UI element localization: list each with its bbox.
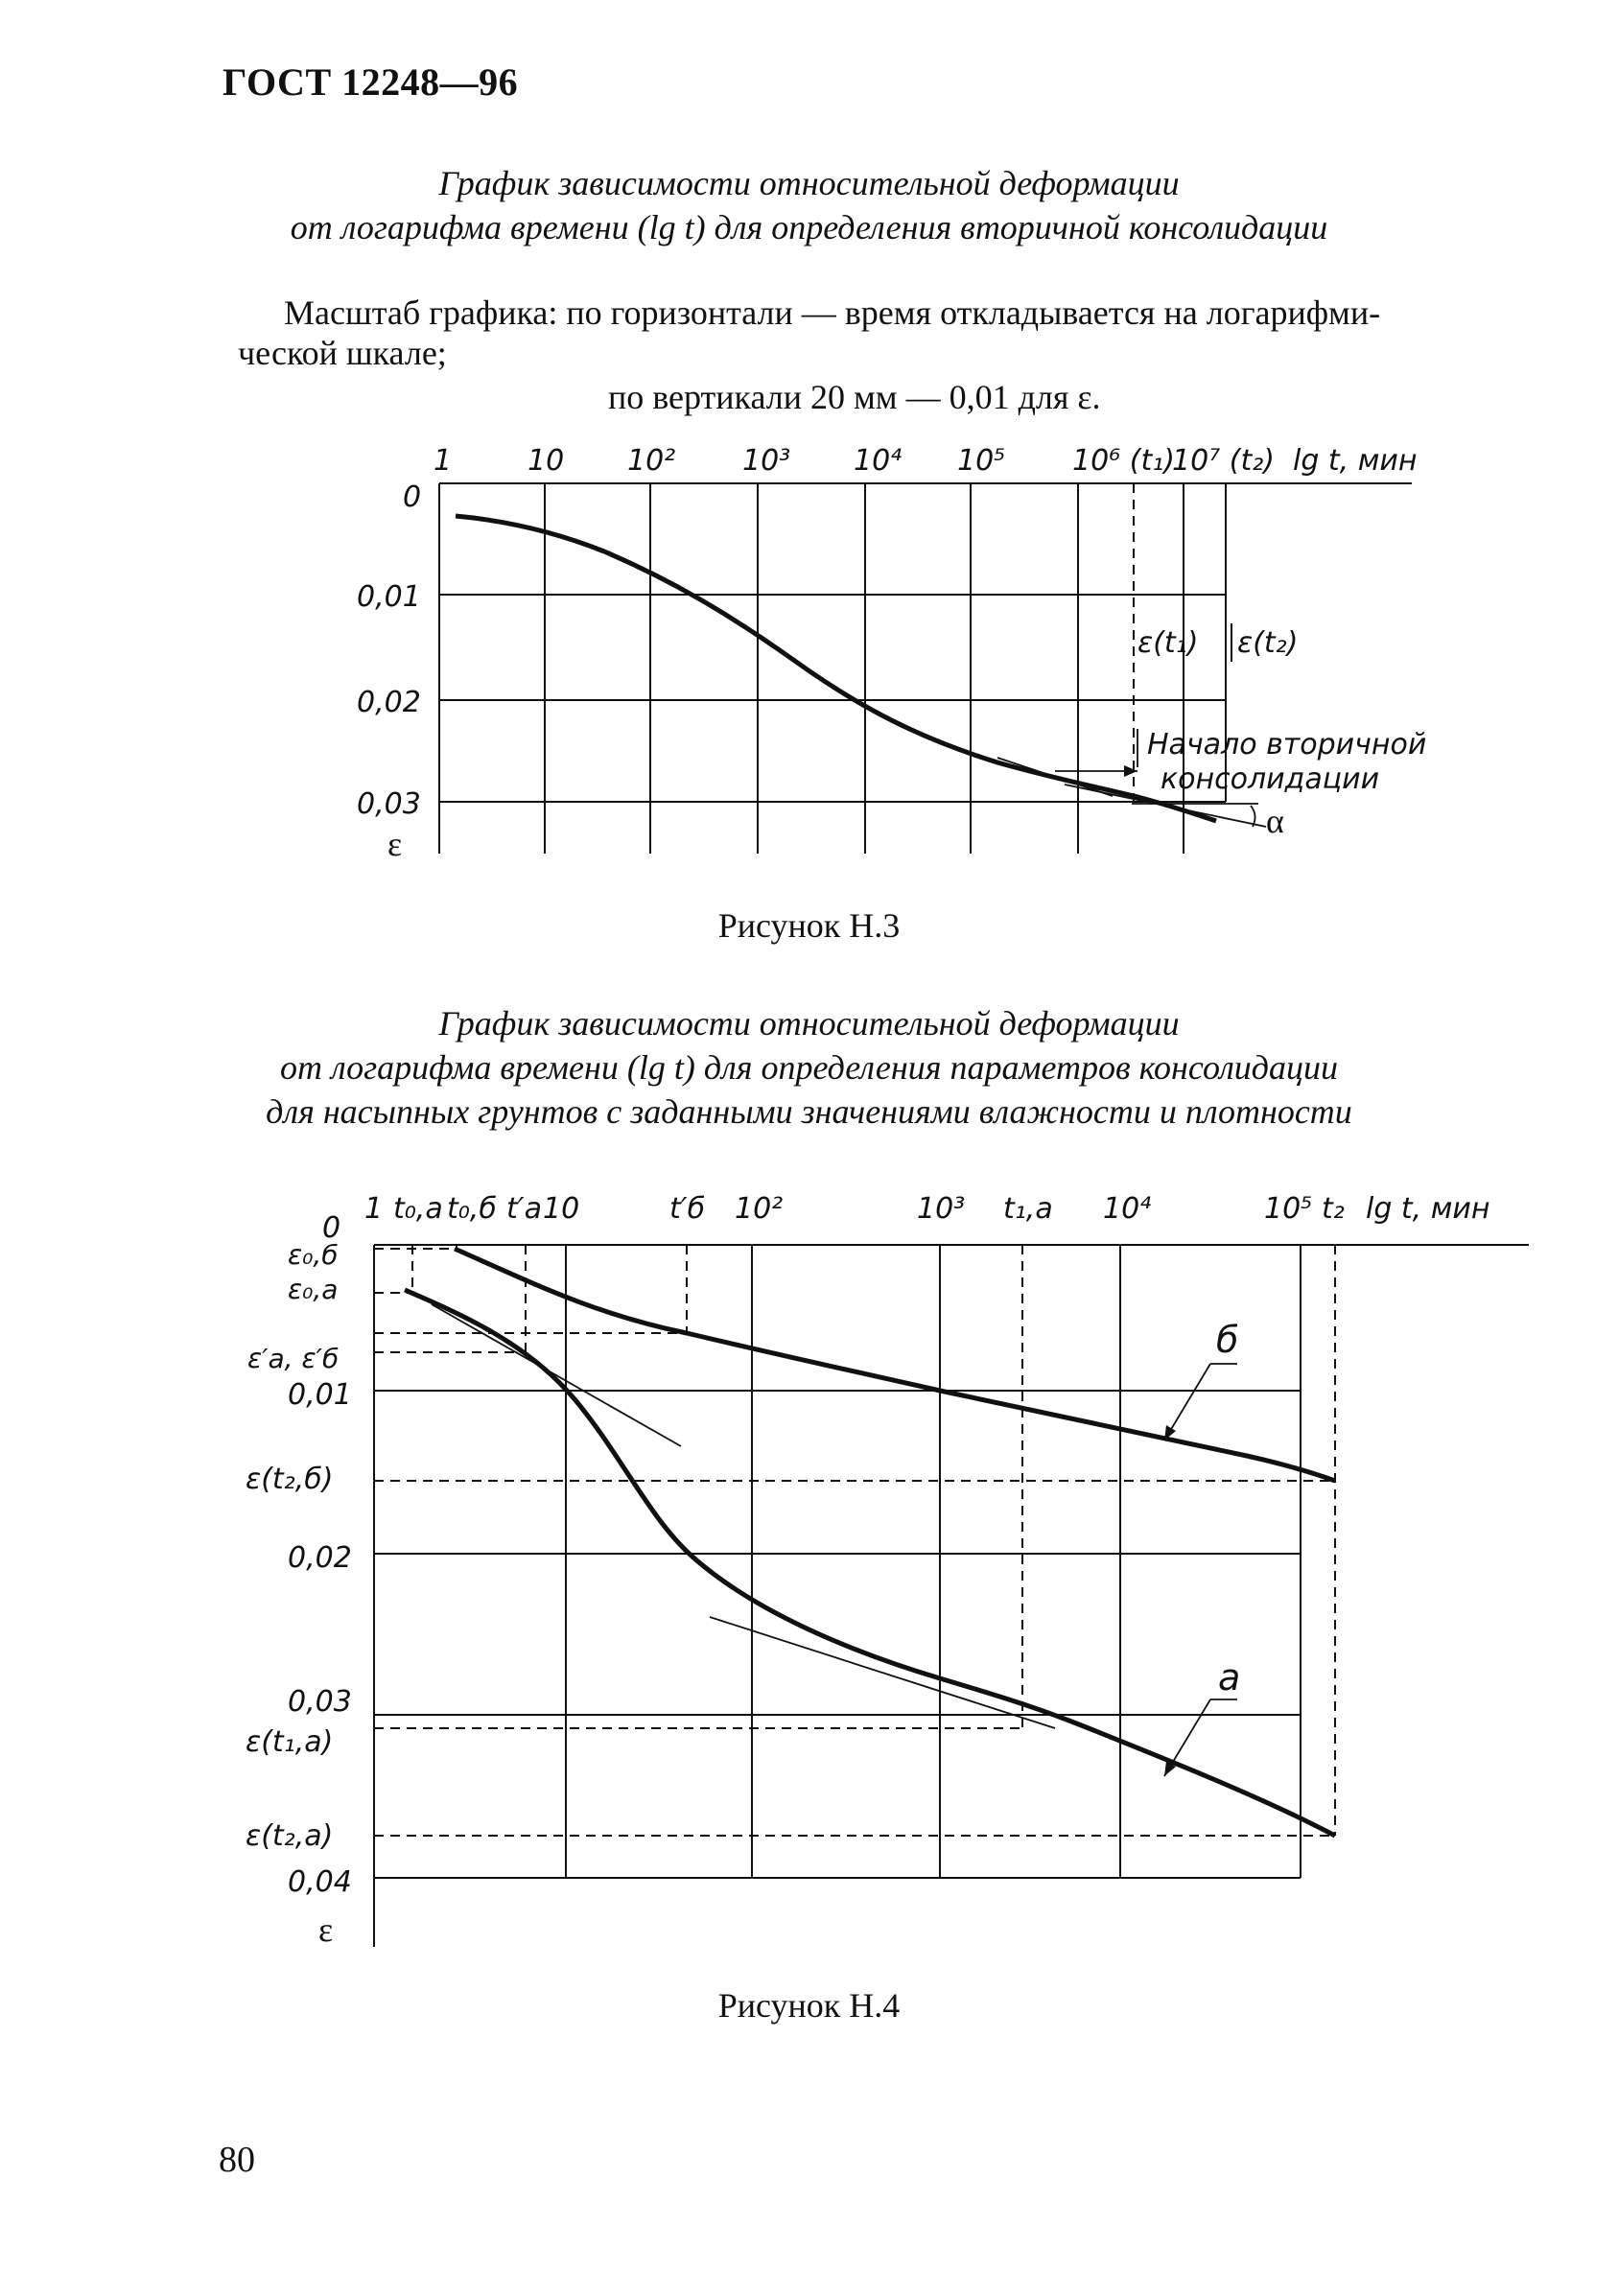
fig4-ytick-eps-t2a: ε(t₂,а) — [246, 1819, 334, 1853]
fig4-caption-line1: График зависимости относительной деформации — [438, 1004, 1180, 1043]
fig3-annotation-alpha: α — [1266, 802, 1284, 840]
fig4-ytick-003: 0,03 — [288, 1685, 352, 1719]
fig4-xtick-t0a: t₀,а — [393, 1192, 443, 1226]
fig4-ytick-0: 0 — [322, 1211, 341, 1245]
fig4-caption-line2: от логарифма времени (lg t) для определения параметров консолидации — [280, 1048, 1338, 1087]
fig3-ytick-0: 0 — [403, 480, 422, 514]
fig3-x-axis-label: lg t, мин — [1293, 444, 1418, 478]
fig3-ytick-002: 0,02 — [357, 686, 421, 719]
fig4-xtick-10: 10 — [543, 1192, 580, 1226]
fig3-xtick-1000: 10³ — [742, 444, 791, 478]
fig4-y-axis-label: ε — [318, 1910, 334, 1949]
fig4-x-axis-label: lg t, мин — [1366, 1192, 1490, 1226]
fig4-xtick-1e5: 10⁵ — [1264, 1192, 1313, 1226]
fig4-xtick-t2: t₂ — [1322, 1192, 1345, 1226]
fig4-xtick-tb-prime: t′б — [669, 1192, 706, 1226]
fig3-scale-line1: Масштаб графика: по горизонтали — время откладывается на логарифми- — [284, 293, 1381, 332]
fig4-ytick-001: 0,01 — [288, 1378, 352, 1412]
fig4-xtick-100: 10² — [735, 1192, 784, 1226]
fig3-ytick-001: 0,01 — [357, 580, 421, 614]
fig3-annotation-start-line1: Начало вторичной — [1147, 728, 1427, 761]
fig4-curve-b-label: б — [1216, 1319, 1239, 1361]
fig3-caption-line2: от логарифма времени (lg t) для определения вторичной консолидации — [290, 208, 1328, 246]
fig4-xtick-1000: 10³ — [917, 1192, 966, 1226]
fig3-xtick-1e4: 10⁴ — [854, 444, 903, 478]
fig4-grid-horizontal — [374, 1391, 1301, 1878]
fig3-caption-line1: График зависимости относительной деформации — [438, 164, 1180, 202]
fig3-y-axis-label: ε — [387, 825, 403, 863]
fig3-annotation-eps-t2: ε(t₂) — [1237, 626, 1299, 660]
fig3-xtick-1e5: 10⁵ — [957, 444, 1006, 478]
fig4-xtick-1: 1 — [364, 1192, 384, 1226]
fig4-xtick-ta-prime: t′а — [506, 1192, 542, 1226]
fig3-xtick-10: 10 — [528, 444, 565, 478]
fig4-xtick-t0b: t₀,б — [447, 1192, 497, 1226]
page-number: 80 — [219, 2140, 255, 2180]
fig3-xtick-100: 10² — [627, 444, 676, 478]
fig4-ytick-004: 0,04 — [288, 1865, 352, 1899]
fig3-annotation-start-line2: консолидации — [1161, 762, 1380, 796]
fig3-scale-line2: ческой шкале; — [238, 334, 447, 372]
fig4-dashed-guides — [374, 1245, 1335, 1836]
fig4-ytick-eps0b: ε₀,б — [288, 1239, 339, 1271]
fig3-xtick-1: 1 — [434, 444, 453, 478]
fig4-xtick-t1a: t₁,а — [1003, 1192, 1053, 1226]
fig4-grid-vertical — [566, 1245, 1301, 1878]
fig3-annotation-eps-t1: ε(t₁) — [1137, 626, 1199, 660]
fig3-figure-label: Рисунок Н.3 — [717, 906, 901, 945]
fig4-curve-b — [455, 1249, 1335, 1481]
fig4-tangent-line-a-initial — [432, 1304, 681, 1446]
fig4-curve-a — [405, 1290, 1335, 1836]
fig4-ytick-eps-prime: ε′а, ε′б — [247, 1343, 340, 1374]
fig3-xtick-1e6: 10⁶ (t₁) — [1072, 444, 1175, 478]
fig4-tangent-line-a-secondary — [710, 1617, 1055, 1728]
fig4-curve-a-label: а — [1218, 1656, 1241, 1699]
fig4-ytick-eps-t2b: ε(t₂,б) — [246, 1463, 334, 1496]
fig4-xtick-1e4: 10⁴ — [1103, 1192, 1152, 1226]
fig4-figure-label: Рисунок Н.4 — [717, 1986, 901, 2025]
fig3-scale-line3: по вертикали 20 мм — 0,01 для ε. — [608, 378, 1101, 416]
fig4-ytick-eps-t1a: ε(t₁,а) — [246, 1725, 334, 1759]
fig3-ytick-003: 0,03 — [357, 787, 421, 821]
fig4-ytick-002: 0,02 — [288, 1541, 352, 1575]
fig4-ytick-eps0a: ε₀,а — [288, 1274, 339, 1305]
fig4-caption-line3: для насыпных грунтов с заданными значениями влажности и плотности — [266, 1092, 1352, 1131]
document-header: ГОСТ 12248—96 — [223, 60, 519, 104]
fig3-xtick-1e7: 10⁷ (t₂) — [1172, 444, 1275, 478]
